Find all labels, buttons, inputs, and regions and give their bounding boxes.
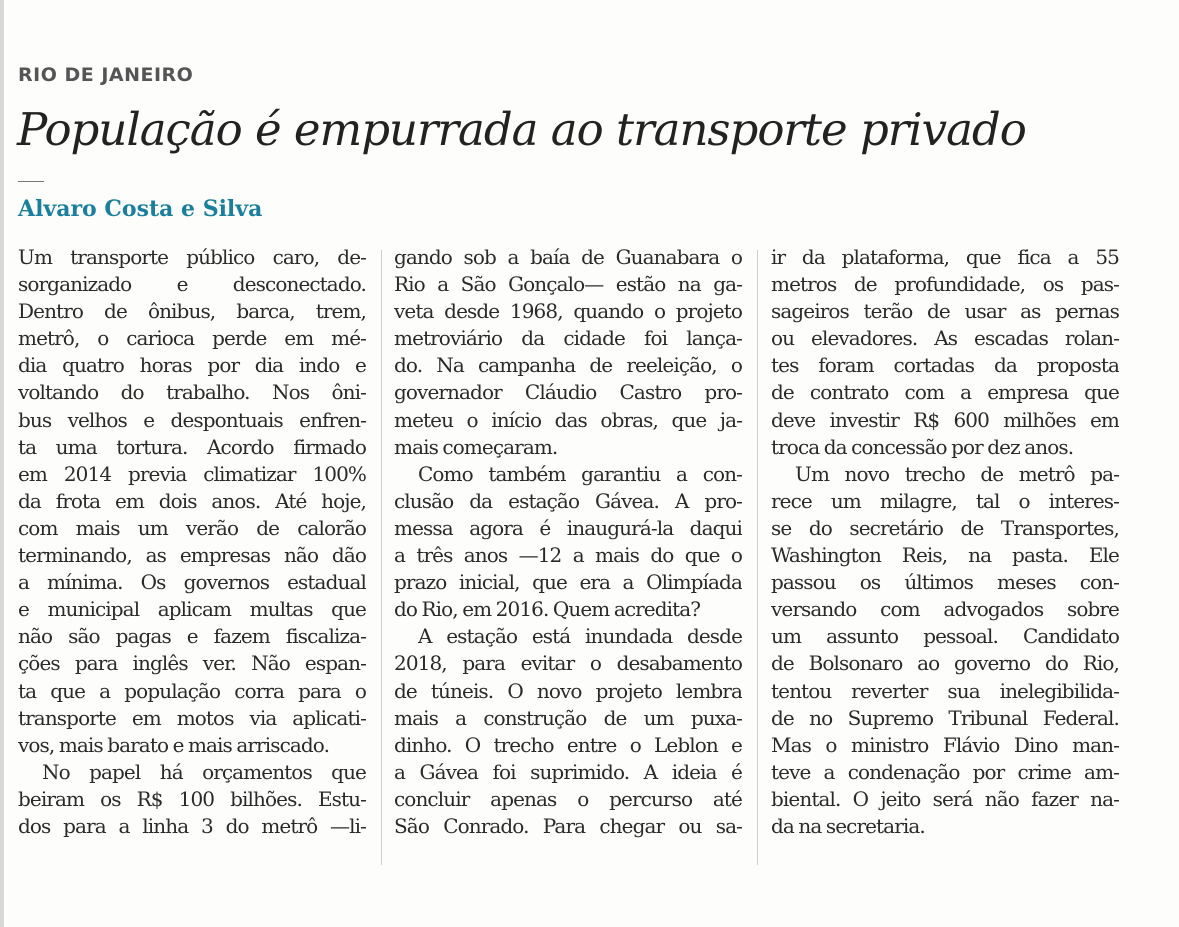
headline: População é empurrada ao transporte privado [17,103,1026,156]
text-line: mais a construção de um puxa- [394,705,742,730]
text-line: da frota em dois anos. Até hoje, [18,488,366,513]
text-line: de no Supremo Tribunal Federal. [771,705,1119,730]
text-line: vos, mais barato e mais arriscado. [18,732,330,757]
text-line: São Conrado. Para chegar ou sa- [394,813,742,838]
text-line: Dentro de ônibus, barca, trem, [18,299,366,324]
text-line: terminando, as empresas não dão [18,543,366,568]
text-line: meteu o início das obras, que ja- [394,407,742,432]
section-label: RIO DE JANEIRO [18,64,194,86]
text-line: ta que a população corra para o [18,678,366,703]
text-line: Um transporte público caro, de- [18,245,366,269]
text-line: um assunto pessoal. Candidato [771,624,1119,649]
text-line: a mínima. Os governos estadual [18,570,366,595]
text-line: mais começaram. [394,434,558,459]
text-line: veta desde 1968, quando o projeto [394,299,742,324]
text-line: messa agora é inaugurá-la daqui [394,515,742,540]
text-line: ir da plataforma, que fica a 55 [771,245,1119,269]
text-line: prazo inicial, que era a Olimpíada [394,570,742,595]
text-line: metros de profundidade, os pas- [771,272,1119,297]
text-line: 2018, para evitar o desabamento [394,651,742,676]
text-line: troca da concessão por dez anos. [771,434,1074,459]
text-line: biental. O jeito será não fazer na- [771,786,1119,811]
column-divider [757,250,758,865]
text-line: Mas o ministro Flávio Dino man- [771,732,1119,757]
article-column-2 [394,244,742,840]
text-line: concluir apenas o percurso até [394,786,742,811]
article-column-1 [18,244,366,840]
text-line: teve a condenação por crime am- [771,759,1119,784]
text-line: bus velhos e despontuais enfren- [18,407,366,432]
text-line: passou os últimos meses con- [771,570,1119,595]
text-line: clusão da estação Gávea. A pro- [394,488,742,513]
text-line: do Rio, em 2016. Quem acredita? [394,597,701,622]
text-line: gando sob a baía de Guanabara o [394,245,742,269]
text-line: ta uma tortura. Acordo firmado [18,434,366,459]
text-line: voltando do trabalho. Nos ôni- [18,380,366,405]
text-line: de contrato com a empresa que [771,380,1119,405]
text-line: a três anos —12 a mais do que o [394,543,742,568]
text-line: versando com advogados sobre [771,597,1119,622]
text-line: ções para inglês ver. Não espan- [18,651,366,676]
text-line: rece um milagre, tal o interes- [771,488,1119,513]
text-line: da na secretaria. [771,813,925,838]
text-line: metrô, o carioca perde em mé- [18,326,366,351]
page-edge [0,0,4,927]
text-line: dos para a linha 3 do metrô —li- [18,813,366,838]
text-line: de túneis. O novo projeto lembra [394,678,742,703]
text-line: A estação está inundada desde [418,624,742,649]
byline-rule [18,181,44,182]
text-line: não são pagas e fazem fiscaliza- [18,624,366,649]
text-line: dinho. O trecho entre o Leblon e [394,732,742,757]
text-line: a Gávea foi suprimido. A ideia é [394,759,742,784]
text-line: beiram os R$ 100 bilhões. Estu- [18,786,366,811]
column-divider [381,250,382,865]
text-line: dia quatro horas por dia indo e [18,353,366,378]
text-line: Como também garantiu a con- [418,461,742,486]
text-line: metroviário da cidade foi lança- [394,326,742,351]
article-column-3 [771,244,1119,840]
text-line: do. Na campanha de reeleição, o [394,353,742,378]
text-line: com mais um verão de calorão [18,515,366,540]
text-line: Um novo trecho de metrô pa- [795,461,1119,486]
text-line: ou elevadores. As escadas rolan- [771,326,1119,351]
text-line: e municipal aplicam multas que [18,597,366,622]
text-line: se do secretário de Transportes, [771,515,1119,540]
text-line: sorganizado e desconectado. [18,272,366,297]
text-line: de Bolsonaro ao governo do Rio, [771,651,1119,676]
byline: Alvaro Costa e Silva [18,196,263,222]
text-line: tes foram cortadas da proposta [771,353,1119,378]
text-line: No papel há orçamentos que [42,759,366,784]
text-line: tentou reverter sua inelegibilida- [771,678,1119,703]
text-line: transporte em motos via aplicati- [18,705,366,730]
text-line: deve investir R$ 600 milhões em [771,407,1119,432]
text-line: sageiros terão de usar as pernas [771,299,1119,324]
text-line: governador Cláudio Castro pro- [394,380,742,405]
text-line: Washington Reis, na pasta. Ele [771,543,1119,568]
text-line: em 2014 previa climatizar 100% [18,461,366,486]
text-line: Rio a São Gonçalo— estão na ga- [394,272,742,297]
